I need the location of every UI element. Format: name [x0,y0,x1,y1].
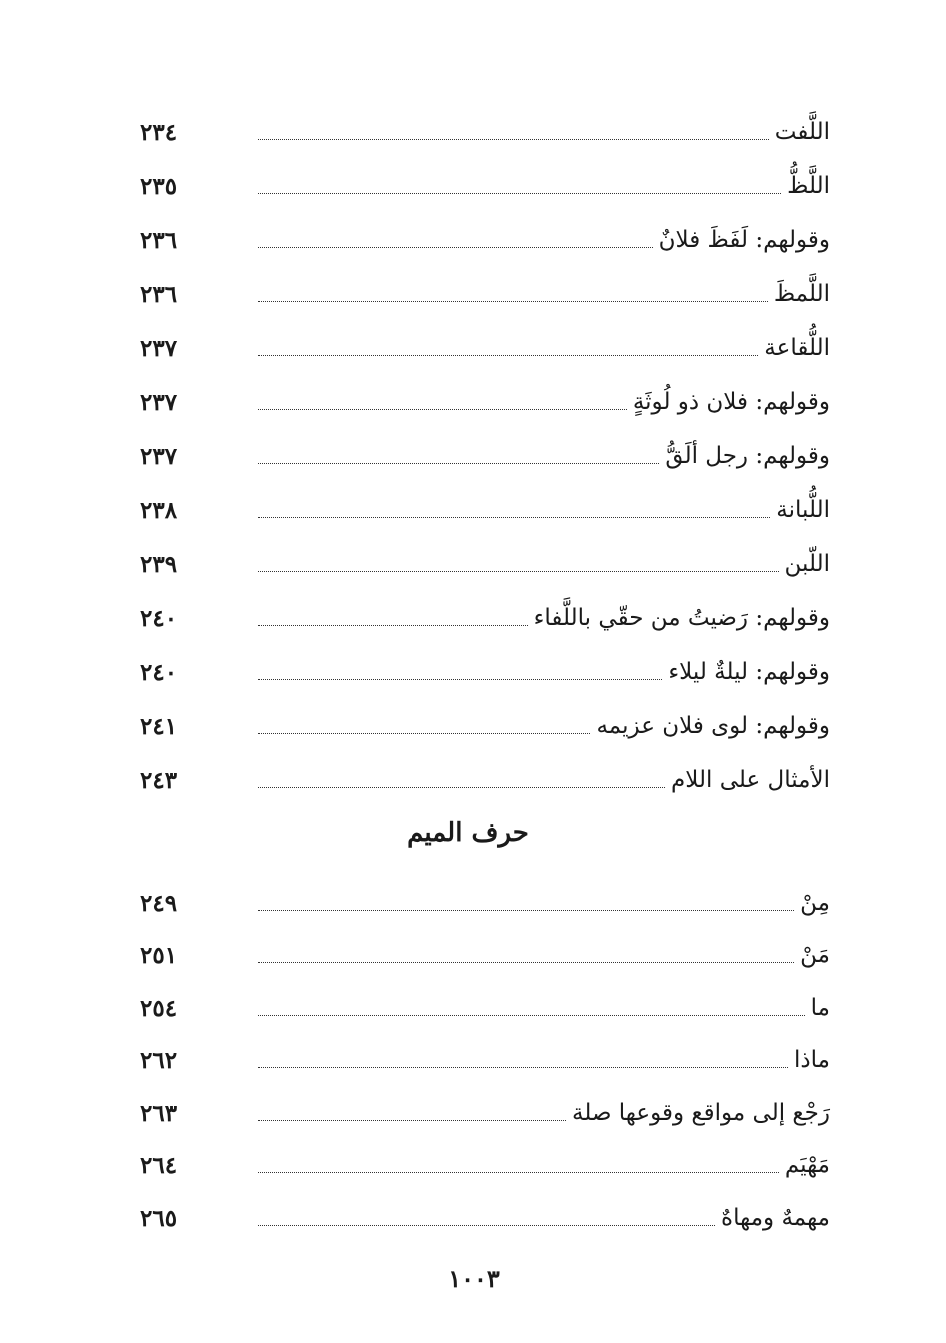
toc-row [140,370,830,424]
dot-leader [258,1120,566,1121]
toc-row [140,1030,830,1083]
toc-row [140,872,830,925]
page-number-text: ١٠٠٣ [448,1264,500,1293]
dot-leader [258,910,794,911]
toc-entry-page: ٢٦٤ [140,1152,178,1179]
toc-entry-title: اللَّمظَ [773,281,830,307]
toc-entry-page: ٢٥٤ [140,994,178,1022]
dot-leader [258,1172,779,1173]
toc-list-lam [140,100,830,802]
dot-leader [258,139,769,140]
toc-row [140,316,830,370]
dot-leader [258,247,653,248]
toc-entry-title: اللّبن [784,551,830,577]
toc-row [140,748,830,802]
toc-entry-page: ٢٦٢ [140,1047,178,1074]
dot-leader [258,463,659,464]
toc-entry-title: اللَّظُّ [787,173,830,199]
toc-row [140,424,830,478]
section-heading [0,818,946,848]
toc-row [140,1082,830,1135]
toc-entry-title: وقولهم: ليلةٌ ليلاء [668,659,830,685]
toc-entry-page: ٢٤١ [140,713,178,740]
toc-entry-page: ٢٤٣ [140,767,178,794]
toc-entry-title: وقولهم: رَضيتُ من حقّي باللَّفاء [533,605,830,631]
toc-entry-page: ٢٦٣ [140,1099,178,1127]
toc-row [140,532,830,586]
dot-leader [258,733,590,734]
toc-entry-page: ٢٣٤ [140,119,178,146]
toc-entry-title: ماذا [794,1047,830,1073]
toc-entry-title: اللُّقاعة [764,335,830,361]
toc-row [140,262,830,316]
toc-list-mim [140,872,830,1240]
dot-leader [258,355,758,356]
toc-entry-page: ٢٤٩ [140,889,178,917]
toc-entry-page: ٢٤٠ [140,605,178,632]
toc-entry-title: مَهْيَم [784,1152,830,1178]
toc-entry-title: وقولهم: فلان ذو لُوثَةٍ [632,389,830,415]
dot-leader [258,962,794,963]
dot-leader [258,517,770,518]
toc-entry-title: الأمثال على اللام [671,767,830,793]
toc-entry-title: اللُّبانة [776,497,830,523]
toc-entry-page: ٢٤٠ [140,659,178,686]
dot-leader [258,1225,715,1226]
toc-entry-title: مِنْ [800,889,830,916]
dot-leader [258,409,627,410]
toc-entry-page: ٢٣٩ [140,551,178,578]
toc-entry-page: ٢٣٦ [140,227,178,254]
section-heading-text: حرف الميم [407,818,529,848]
toc-entry-page: ٢٥١ [140,942,178,969]
toc-row [140,586,830,640]
page-number-footer [0,1264,946,1293]
toc-entry-title: مهمهٌ ومهاهٌ [721,1204,830,1231]
toc-entry-page: ٢٣٦ [140,281,178,308]
dot-leader [258,1015,805,1016]
toc-row [140,100,830,154]
toc-entry-title: وقولهم: لَفَظَ فلانٌ [658,227,830,253]
toc-entry-title: اللَّفت [774,119,830,145]
dot-leader [258,571,779,572]
dot-leader [258,1067,788,1068]
toc-row [140,154,830,208]
toc-row [140,208,830,262]
toc-entry-title: وقولهم: لوى فلان عزيمه [596,713,830,739]
toc-entry-page: ٢٣٥ [140,173,178,200]
toc-entry-page: ٢٣٧ [140,443,178,470]
toc-row [140,1187,830,1240]
toc-entry-title: رَجْع إلى مواقع وقوعها صلة [572,1099,830,1126]
dot-leader [258,301,768,302]
dot-leader [258,787,665,788]
dot-leader [258,625,528,626]
toc-entry-page: ٢٦٥ [140,1204,178,1232]
toc-entry-title: ما [810,994,830,1021]
toc-row [140,1135,830,1188]
toc-row [140,925,830,978]
toc-row [140,694,830,748]
dot-leader [258,679,662,680]
toc-entry-page: ٢٣٧ [140,335,178,362]
toc-row [140,977,830,1030]
dot-leader [258,193,781,194]
toc-row [140,478,830,532]
toc-entry-title: وقولهم: رجل ألَقُّ [665,443,830,469]
toc-entry-page: ٢٣٨ [140,497,178,524]
toc-row [140,640,830,694]
toc-entry-title: مَنْ [800,942,830,968]
toc-entry-page: ٢٣٧ [140,389,178,416]
